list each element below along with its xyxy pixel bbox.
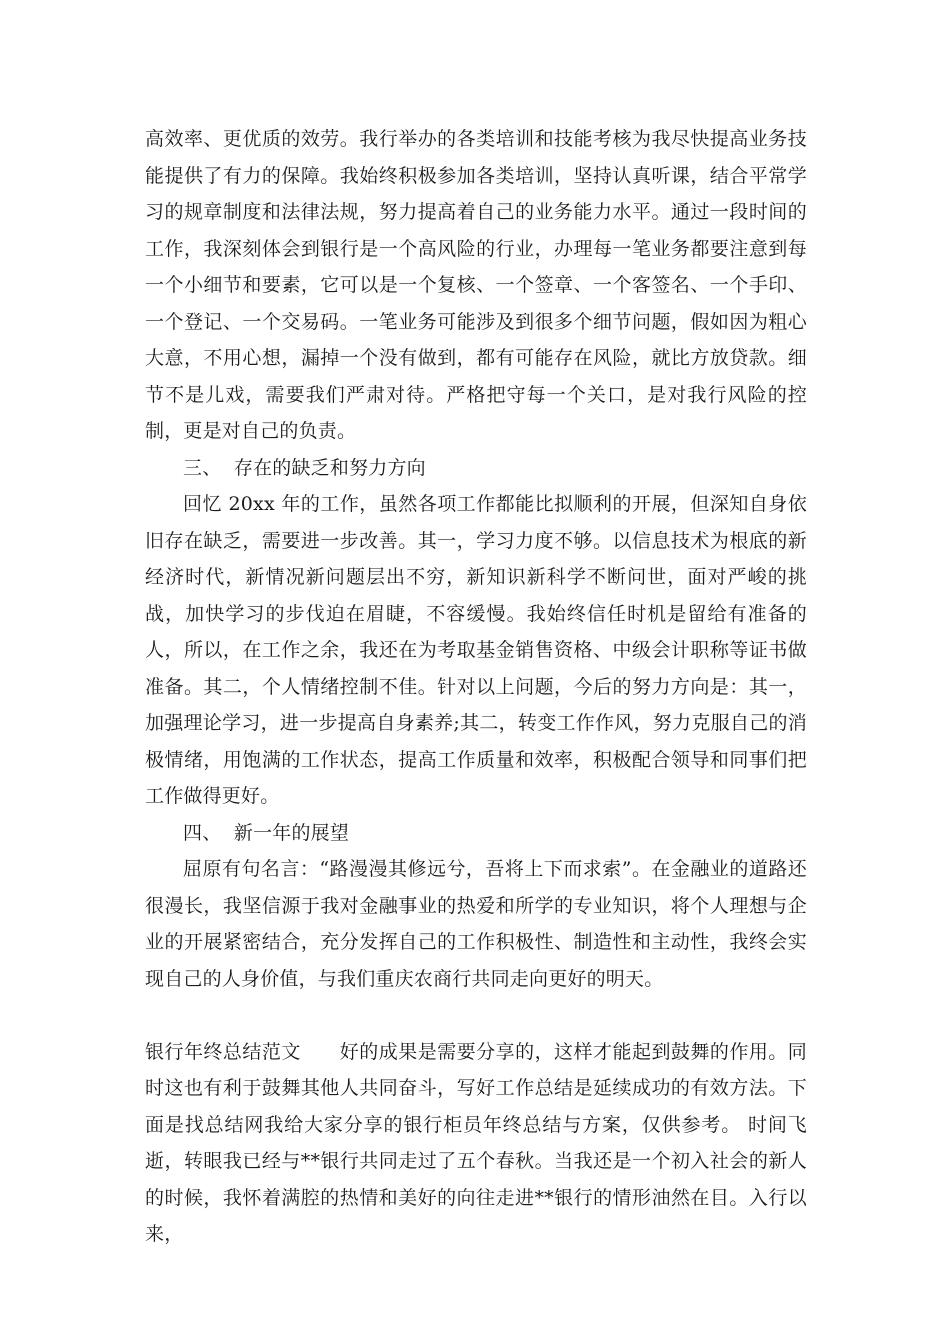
paragraph-efficiency: 高效率、更优质的效劳。我行举办的各类培训和技能考核为我尽快提高业务技能提供了有力的保障。我始终积极参加各类培训，坚持认真听课，结合平常学习的规章制度和法律法规，努力提高着自己的业务能力水平。通过一段时间的工作，我深刻体会到银行是一个高风险的行业，办理每一笔业务都要注意到每一个小细节和要素，它可以是一个复核、一个签章、一个客签名、一个手印、一个登记、一个交易码。一笔业务可能涉及到很多个细节问题，假如因为粗心大意，不用心想，漏掉一个没有做到，都有可能存在风险，就比方放贷款。细节不是儿戏，需要我们严肃对待。严格把守每一个关口，是对我行风险的控制，更是对自己的负责。 xyxy=(145,128,807,442)
paragraph-shortcomings: 回忆 20xx 年的工作，虽然各项工作都能比拟顺利的开展，但深知自身依旧存在缺乏，需要进一步改善。其一，学习力度不够。以信息技术为根底的新经济时代，新情况新问题层出不穷，新知识新科学不断问世，面对严峻的挑战，加快学习的步伐迫在眉睫，不容缓慢。我始终信任时机是留给有准备的人，所以，在工作之余，我还在为考取基金销售资格、中级会计职称等证书做准备。其二，个人情绪控制不佳。针对以上问题，今后的努力方向是：其一，加强理论学习，进一步提高自身素养;其二，转变工作作风，努力克服自己的消极情绪，用饱满的工作状态，提高工作质量和效率，积极配合领导和同事们把工作做得更好。 xyxy=(145,493,807,807)
document-body xyxy=(145,121,807,1253)
paragraph-sample-summary: 银行年终总结范文 好的成果是需要分享的，这样才能起到鼓舞的作用。同时这也有利于鼓舞其他人共同奋斗，写好工作总结是延续成功的有效方法。下面是找总结网我给大家分享的银行柜员年终总结与方案，仅供参考。 时间飞逝，转眼我已经与**银行共同走过了五个春秋。当我还是一个初入社会的新人的时候，我怀着满腔的热情和美好的向往走进**银行的情形油然在目。入行以来， xyxy=(145,1040,807,1245)
blank-line xyxy=(145,997,807,1034)
section-heading-outlook: 四、 新一年的展望 xyxy=(183,821,350,844)
section-heading-shortcomings: 三、 存在的缺乏和努力方向 xyxy=(183,456,426,479)
paragraph-outlook: 屈原有句名言：“路漫漫其修远兮，吾将上下而求索”。在金融业的道路还很漫长，我坚信源于我对金融事业的热爱和所学的专业知识，将个人理想与企业的开展紧密结合，充分发挥自己的工作积极性、制造性和主动性，我终会实现自己的人身价值，与我们重庆农商行共同走向更好的明天。 xyxy=(145,858,807,990)
